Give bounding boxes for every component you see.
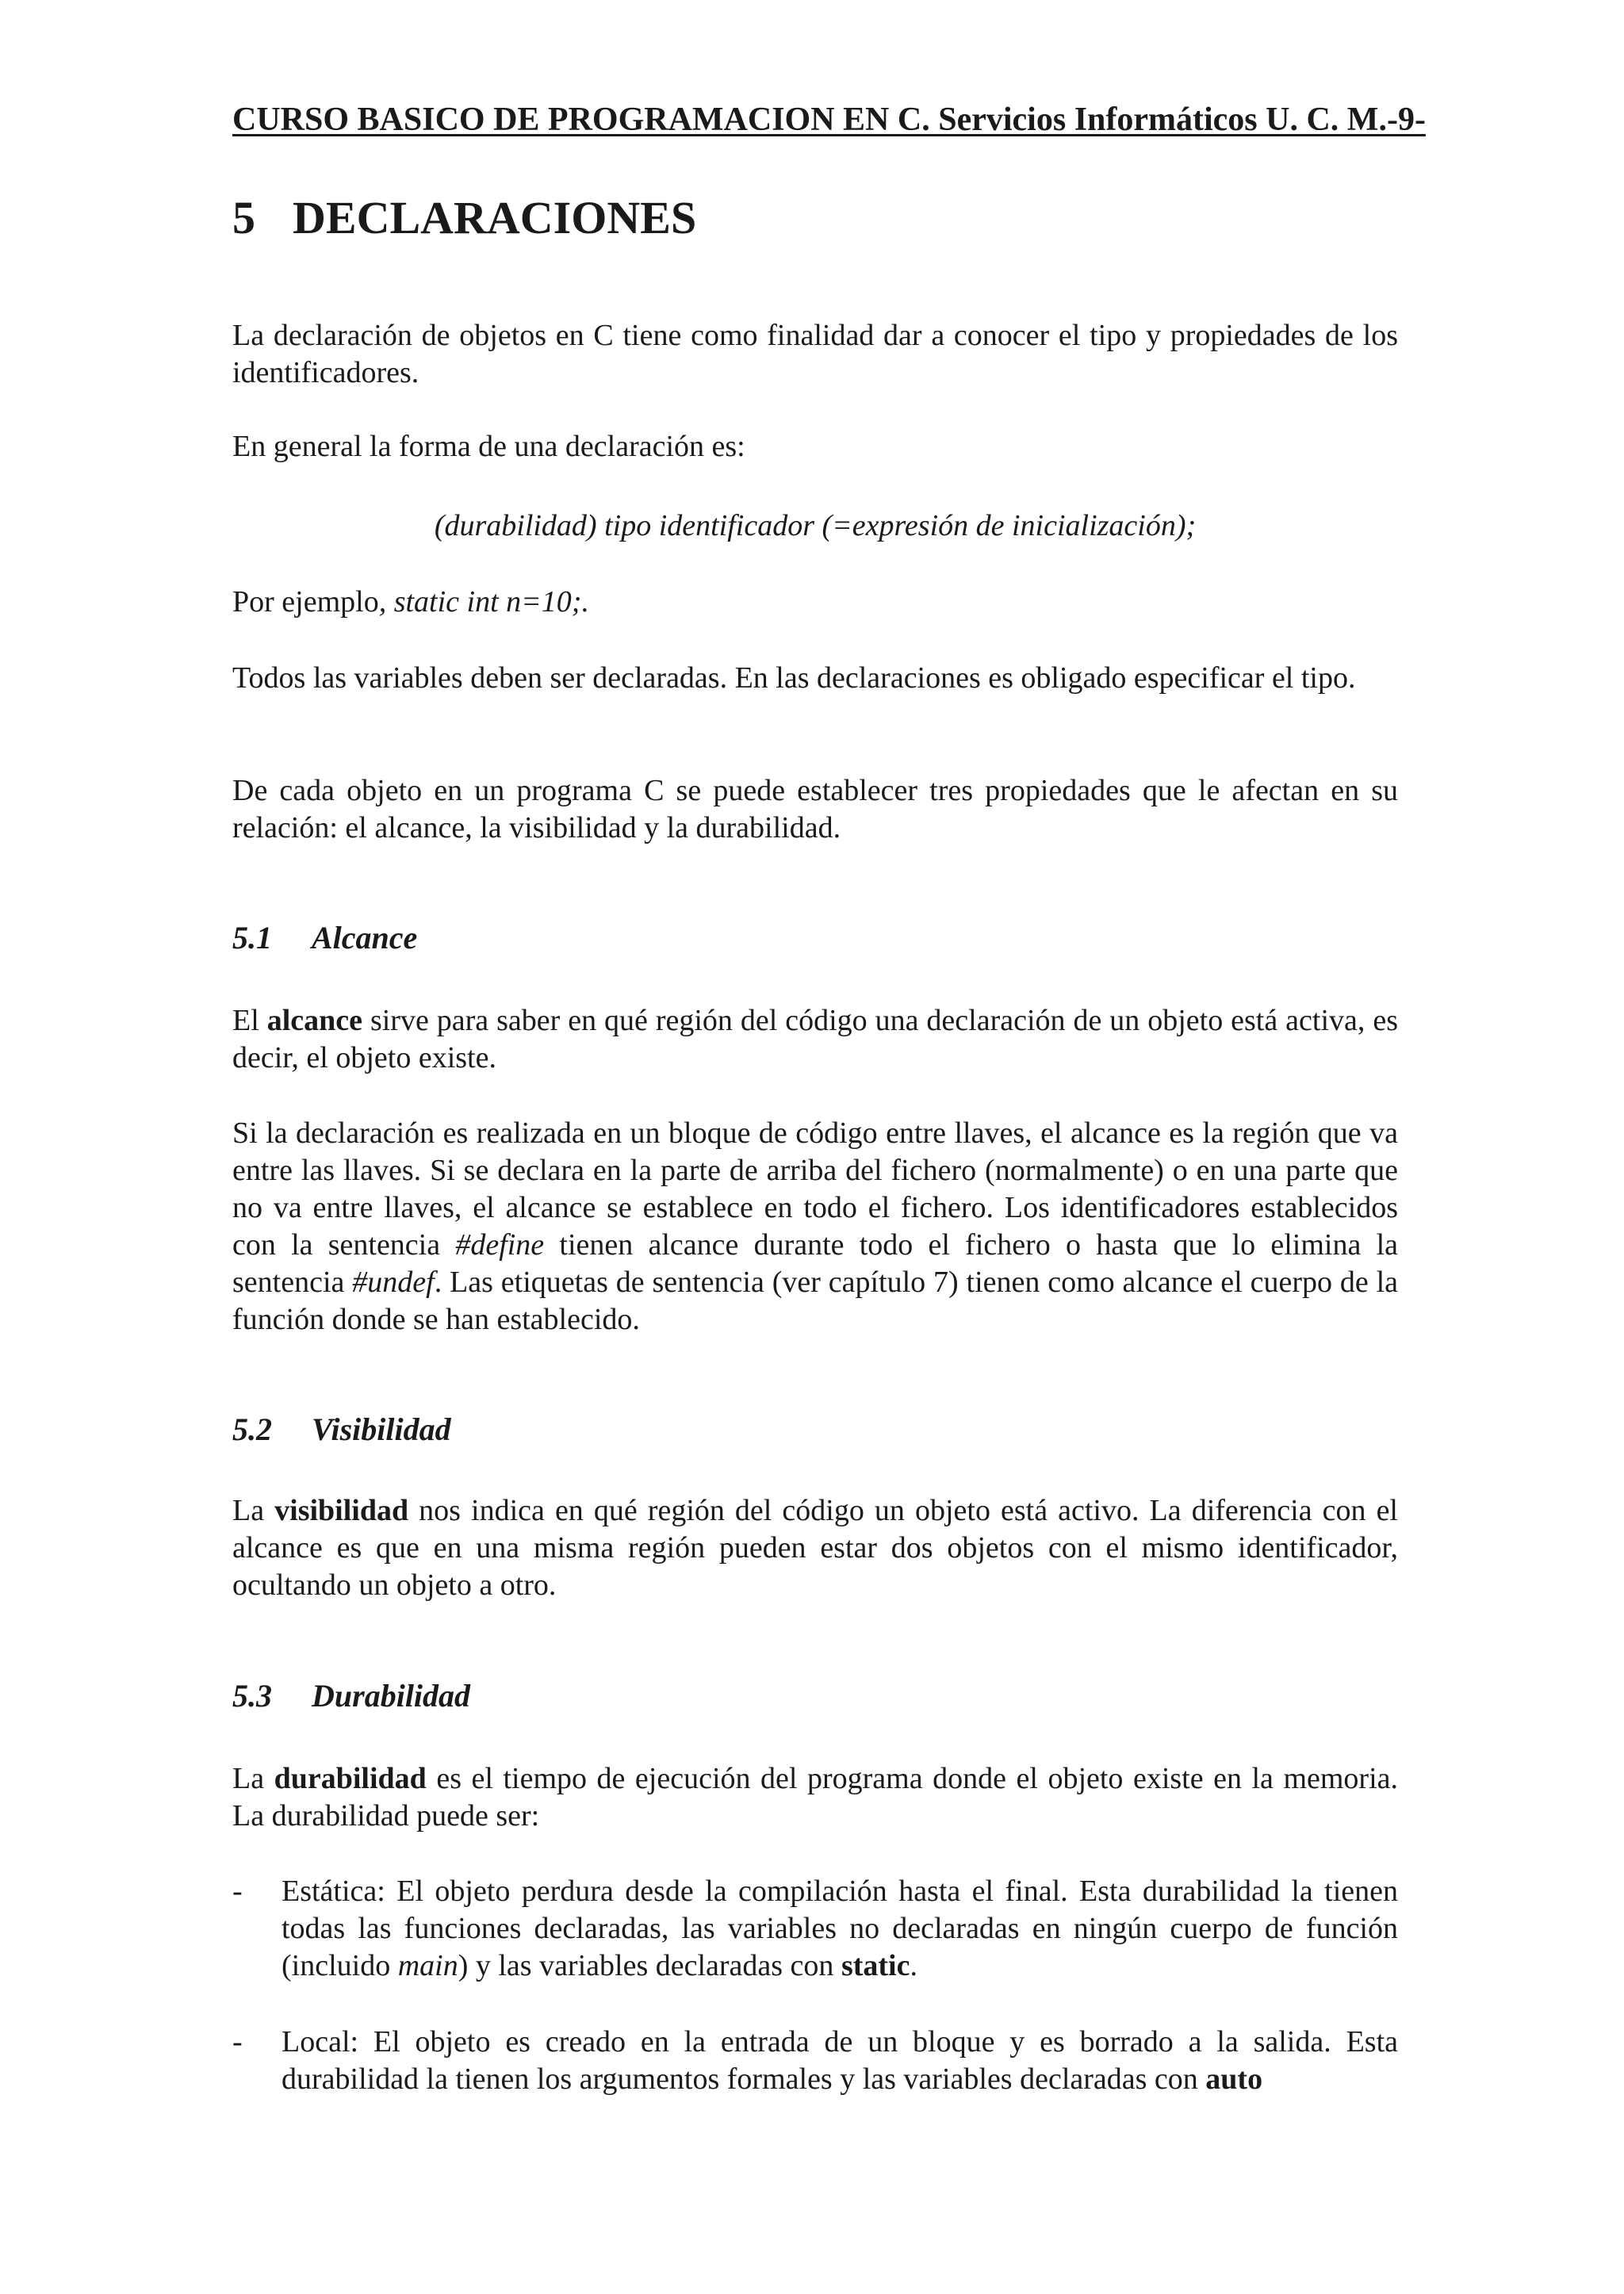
section-heading-visibilidad (232, 1410, 451, 1450)
declaration-syntax: (durabilidad) tipo identificador (=expresión de inicialización); (434, 509, 1197, 542)
durabilidad-paragraph (232, 1760, 1398, 1835)
text-run: . Las etiquetas de sentencia (ver capítulo 7) tienen como alcance el cuerpo de la función donde se han establecido. (232, 1266, 1399, 1336)
text-run: . (910, 1949, 917, 1982)
undef-directive: #undef (352, 1266, 435, 1299)
example-paragraph (232, 584, 1398, 621)
section-number: 5.1 (232, 920, 272, 956)
running-header: CURSO BASICO DE PROGRAMACION EN C. Servicios Informáticos U. C. M.-9- (232, 101, 1426, 138)
section-heading-alcance (232, 918, 417, 958)
list-item-text (282, 2024, 1398, 2098)
text-run: La (232, 1762, 274, 1795)
term-visibilidad: visibilidad (274, 1494, 409, 1527)
text-run: La (232, 1494, 275, 1527)
intro-paragraph-1: La declaración de objetos en C tiene como finalidad dar a conocer el tipo y propiedades de los identificadores. (232, 319, 1398, 389)
text-run: Si la declaración es realizada en un bloque de código entre llaves, el alcance es la región que va entre las llaves. Si se declara en la parte de arriba del fichero (normalmente) o en una parte que no va entre llaves, el alcance se establece en todo el fichero. Los identificadores establecidos con la sentencia (232, 1116, 1398, 1262)
list-item-text (282, 1873, 1398, 1985)
example-code: , static int n=10;. (378, 585, 589, 618)
intro-paragraph-4: Todos las variables deben ser declaradas. En las declaraciones es obligado especificar el tipo. (232, 661, 1356, 695)
chapter-title-text: DECLARACIONES (293, 192, 697, 243)
text-run: El (232, 1004, 267, 1037)
section-title: Visibilidad (312, 1411, 451, 1447)
keyword-static: static (841, 1949, 910, 1982)
alcance-paragraph-1 (232, 1002, 1398, 1077)
list-item-estatica (232, 1873, 1398, 1985)
example-prefix: Por ejemplo (232, 585, 379, 618)
intro-paragraph-5: De cada objeto en un programa C se puede establecer tres propiedades que le afectan en su relación: el alcance, la visibilidad y la durabilidad. (232, 774, 1398, 844)
term-alcance: alcance (266, 1004, 363, 1037)
list-item-local (232, 2024, 1398, 2098)
section-heading-durabilidad (232, 1676, 470, 1716)
text-run: nos indica en qué región del código un objeto está activo. La diferencia con el alcance es que en una misma región pueden estar dos objetos con el mismo identificador, ocultando un objeto a otro. (232, 1494, 1398, 1602)
define-directive: #define (455, 1228, 545, 1262)
section-number: 5.2 (232, 1411, 272, 1447)
main-function-name: main (397, 1949, 458, 1982)
keyword-auto: auto (1205, 2062, 1263, 2096)
text-run: Local: El objeto es creado en la entrada de un bloque y es borrado a la salida. Esta durabilidad la tienen los argumentos formales y las variables declaradas con (282, 2025, 1398, 2096)
chapter-title (232, 190, 696, 246)
list-dash: - (232, 2025, 243, 2058)
intro-paragraph-2: En general la forma de una declaración es: (232, 430, 745, 463)
text-run: sirve para saber en qué región del código una declaración de un objeto está activa, es decir, el objeto existe. (232, 1004, 1398, 1074)
text-run: Estática: El objeto perdura desde la compilación hasta el final. Esta durabilidad la tienen todas las funciones declaradas, las variables no declaradas en ningún cuerpo de función (incluido (282, 1875, 1398, 1982)
section-number: 5.3 (232, 1678, 272, 1714)
alcance-paragraph-2 (232, 1115, 1398, 1338)
section-title: Alcance (312, 920, 418, 956)
term-durabilidad: durabilidad (274, 1762, 427, 1795)
visibilidad-paragraph (232, 1492, 1398, 1604)
list-dash: - (232, 1875, 243, 1908)
text-run: tienen alcance durante todo el fichero o hasta que lo elimina la sentencia (232, 1228, 1398, 1299)
text-run: ) y las variables declaradas con (458, 1949, 841, 1982)
section-title: Durabilidad (312, 1678, 471, 1714)
chapter-number: 5 (232, 192, 255, 243)
text-run: es el tiempo de ejecución del programa donde el objeto existe en la memoria. La durabilidad puede ser: (232, 1762, 1399, 1833)
